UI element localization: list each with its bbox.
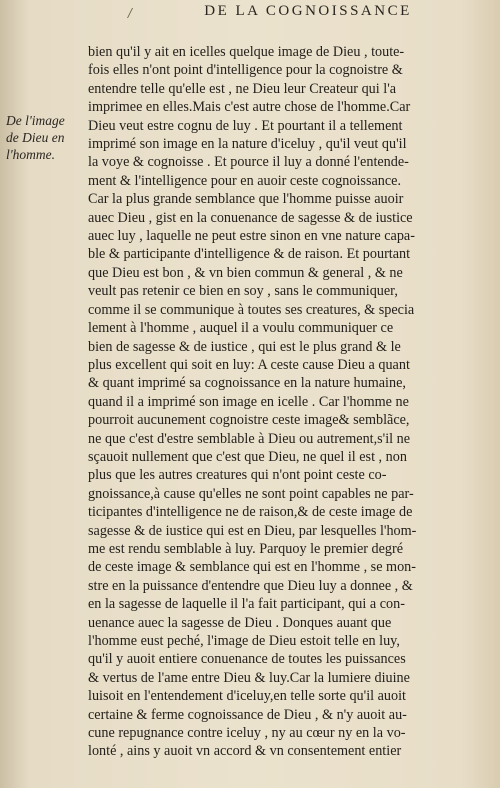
text-line: imprimee en elles.Mais c'est autre chose de l'homme.Car <box>88 99 411 116</box>
text-line: & vertus de l'ame entre Dieu & luy.Car la lumiere diuine <box>88 669 410 686</box>
text-line: cune repugnance contre iceluy , ny au cœur ny en la vo- <box>88 725 406 742</box>
text-line: certaine & ferme cognoissance de Dieu , & n'y auoit au- <box>88 706 407 723</box>
text-line: comme il se communique à toutes ses creatures, & specia <box>88 301 415 318</box>
text-line: bien qu'il y ait en icelles quelque image de Dieu , toute- <box>88 44 405 60</box>
text-line: bien de sagesse & de iustice , qui est le plus grand & le <box>88 338 401 355</box>
text-line: plus excellent qui soit en luy: A ceste cause Dieu a quant <box>88 356 410 373</box>
text-line: ble & participante d'intelligence & de raison. Et pourtant <box>88 246 411 263</box>
text-line: gnoissance,à cause qu'elles ne sont point capables ne par- <box>88 485 414 502</box>
text-line: sçauoit nullement que c'est que Dieu, ne quel il est , non <box>88 448 407 465</box>
text-line: entendre telle qu'elle est , ne Dieu leur Createur qui l'a <box>88 80 397 97</box>
text-line: ticipantes d'intelligence ne de raison,& de ceste image de <box>88 504 413 521</box>
running-head: DE LA COGNOISSANCE <box>204 3 412 19</box>
text-line: qu'il y auoit entiere conuenance de toutes les puissances <box>88 651 406 668</box>
text-line: & quant imprimé sa cognoissance en la nature humaine, <box>88 375 406 392</box>
text-line: imprimé son image en la nature d'iceluy , qu'il veut qu'il <box>88 136 407 153</box>
text-line: veult pas retenir ce bien en soy , sans le communiquer, <box>88 283 398 300</box>
text-line: auec Dieu , gist en la conuenance de sagesse & de iustice <box>88 209 413 226</box>
margin-note-line: de Dieu en <box>6 130 65 145</box>
text-line: l'homme eust peché, l'image de Dieu estoit telle en luy, <box>88 633 400 649</box>
text-line: en la sagesse de laquelle il l'a fait participant, qui a con- <box>88 596 405 613</box>
text-line: que Dieu est bon , & vn bien commun & general , & ne <box>88 264 403 281</box>
text-line: Dieu veut estre cognu de luy . Et pourtant il a tellement <box>88 117 403 134</box>
text-line: fois elles n'ont point d'intelligence pour la cognoistre & <box>88 62 403 79</box>
text-line: stre en la puissance d'entendre que Dieu luy a donnee , & <box>88 577 413 594</box>
text-line: sagesse & de iustice qui est en Dieu, par lesquelles l'hom- <box>88 522 417 539</box>
text-line: auec luy , laquelle ne peut estre sinon en vne nature capa- <box>88 228 415 245</box>
text-line: quand il a imprimé son image en icelle . Car l'homme ne <box>88 393 409 410</box>
text-line: lement à l'homme , auquel il a voulu communiquer ce <box>88 320 394 337</box>
text-line: ment & l'intelligence pour en auoir ceste cognoissance. <box>88 172 401 189</box>
text-line: luisoit en l'entendement d'iceluy,en telle sorte qu'il auoit <box>88 688 406 705</box>
body-text <box>88 43 460 761</box>
margin-note <box>6 112 86 163</box>
text-line: Car la plus grande semblance que l'homme puisse auoir <box>88 191 404 208</box>
text-line: plus que les autres creatures qui n'ont point ceste co- <box>88 467 387 484</box>
text-line: la voye & cognoisse . Et pource il luy a donné l'entende- <box>88 154 409 171</box>
text-line: de ceste image & semblance qui est en l'homme , se mon- <box>88 559 416 576</box>
page-mark: / <box>128 6 133 20</box>
text-line: uenance auec la sagesse de Dieu . Donques auant que <box>88 614 392 631</box>
text-line: pourroit aucunement cognoistre ceste image& semblãce, <box>88 412 410 429</box>
text-line: lonté , ains y auoit vn accord & vn consentement entier <box>88 743 402 760</box>
margin-note-line: l'homme. <box>6 147 56 162</box>
text-line: ne que c'est d'estre semblable à Dieu ou autrement,s'il ne <box>88 430 411 447</box>
text-line: me est rendu semblable à luy. Parquoy le premier degré <box>88 540 404 557</box>
margin-note-line: De l'image <box>6 113 65 128</box>
